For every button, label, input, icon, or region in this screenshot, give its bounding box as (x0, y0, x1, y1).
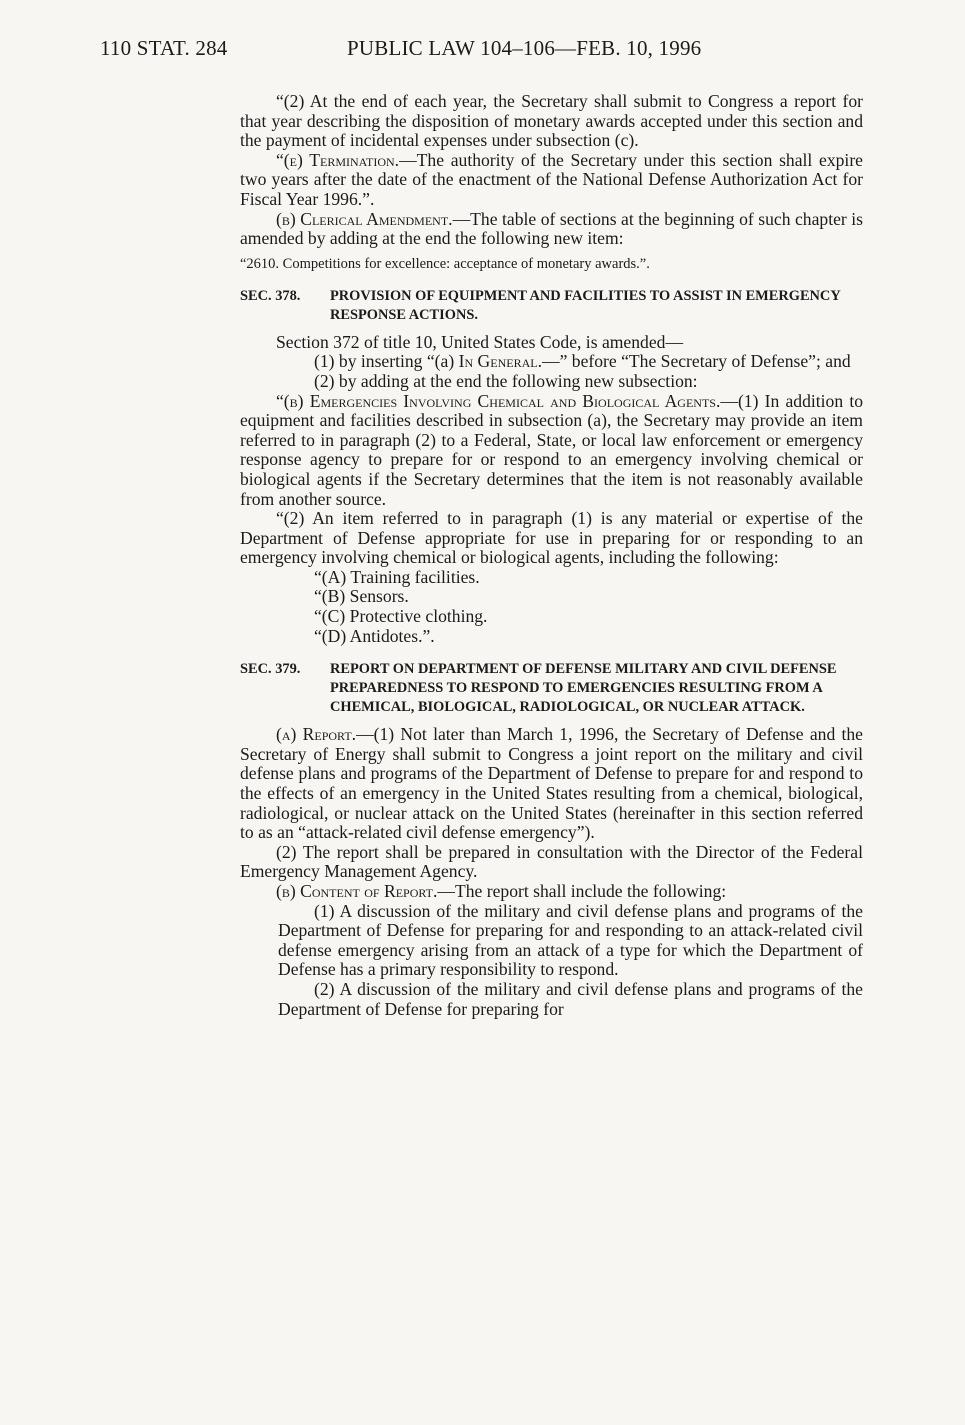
public-law-heading: PUBLIC LAW 104–106—FEB. 10, 1996 (347, 36, 702, 60)
subsection-heading: “(b) Emergencies Involving Chemical and Biological Agents. (276, 390, 721, 411)
paragraph-text: —The report shall include the following: (437, 881, 727, 901)
section-heading (240, 660, 863, 717)
list-item: “(B) Sensors. (314, 586, 409, 607)
paragraph-text: —” before “The Secretary of Defense”; and (541, 351, 851, 372)
paragraph: (2) A discussion of the military and civil defense plans and programs of the Department of Defense for preparing for (278, 978, 863, 1019)
paragraph (240, 210, 863, 249)
paragraph: Section 372 of title 10, United States Code, is amended— (276, 331, 684, 352)
paragraph (240, 392, 863, 510)
paragraph-text: —The table of sections at the beginning of such chapter is amended by adding at the end the following new item: (240, 208, 863, 249)
paragraph: “(2) An item referred to in paragraph (1) is any material or expertise of the Department of Defense appropriate for use in preparing for or responding to an emergency involving chemical or biological agents, including the following: (240, 508, 863, 568)
subsection-heading: (a) Report. (276, 724, 357, 745)
paragraph (240, 725, 863, 843)
document-body (240, 92, 863, 1019)
section-title: PROVISION OF EQUIPMENT AND FACILITIES TO ASSIST IN EMERGENCY RESPONSE ACTIONS. (330, 287, 841, 323)
paragraph: “(2) At the end of each year, the Secretary shall submit to Congress a report for that year describing the disposition of monetary awards accepted under this section and the payment of incidental expenses under subsection (c). (240, 91, 863, 151)
paragraph-text: (1) by inserting “(a) (314, 351, 459, 372)
paragraph: (2) The report shall be prepared in consultation with the Director of the Federal Emergency Management Agency. (240, 841, 863, 882)
paragraph: (1) A discussion of the military and civil defense plans and programs of the Department of Defense for preparing for and responding to an attack-related civil defense emergency arising from an attack of a type for which the Department of Defense has a primary responsibility to respond. (278, 900, 863, 980)
subsection-heading: In General. (458, 351, 542, 372)
section-number: SEC. 379. (240, 661, 301, 678)
paragraph (240, 352, 863, 372)
section-number: SEC. 378. (240, 287, 301, 304)
paragraph-text: —(1) In addition to equipment and facilities described in subsection (a), the Secretary may provide an item referred to in paragraph (2) to a Federal, State, or local law enforcement or emergency response agency to prepare for or respond to an emergency involving chemical or biological agents if the Secretary determines that the item is not reasonably available from another source. (240, 390, 864, 509)
section-title: REPORT ON DEPARTMENT OF DEFENSE MILITARY AND CIVIL DEFENSE PREPAREDNESS TO RESPOND TO EMERGENCIES RESULTING FROM A CHEMICAL, BIOLOGICAL, RADIOLOGICAL, OR NUCLEAR ATTACK. (330, 661, 837, 716)
subsection-heading: (b) Content of Report. (276, 881, 438, 901)
paragraph: (2) by adding at the end the following new subsection: (314, 370, 698, 391)
paragraph-text: —(1) Not later than March 1, 1996, the Secretary of Defense and the Secretary of Energy shall submit to Congress a joint report on the military and civil defense plans and programs of the Department of Defense to prepare for and respond to the effects of an emergency in the United States resulting from a chemical, biological, radiological, or nuclear attack on the United States (hereinafter in this section referred to as an “attack-related civil defense emergency”). (240, 724, 863, 843)
paragraph (240, 151, 863, 210)
subsection-heading: (b) Clerical Amendment. (276, 208, 453, 229)
list-item: “(D) Antidotes.”. (314, 625, 435, 646)
list-item: “(A) Training facilities. (314, 566, 480, 587)
paragraph-text: —The authority of the Secretary under this section shall expire two years after the date of the enactment of the National Defense Authorization Act for Fiscal Year 1996.”. (240, 149, 863, 209)
section-heading (240, 287, 863, 325)
paragraph (240, 882, 863, 902)
table-of-sections-item: “2610. Competitions for excellence: acceptance of monetary awards.”. (240, 255, 650, 272)
statute-page-number: 110 STAT. 284 (100, 36, 228, 60)
subsection-heading: “(e) Termination. (276, 149, 400, 170)
list-item: “(C) Protective clothing. (314, 606, 488, 627)
